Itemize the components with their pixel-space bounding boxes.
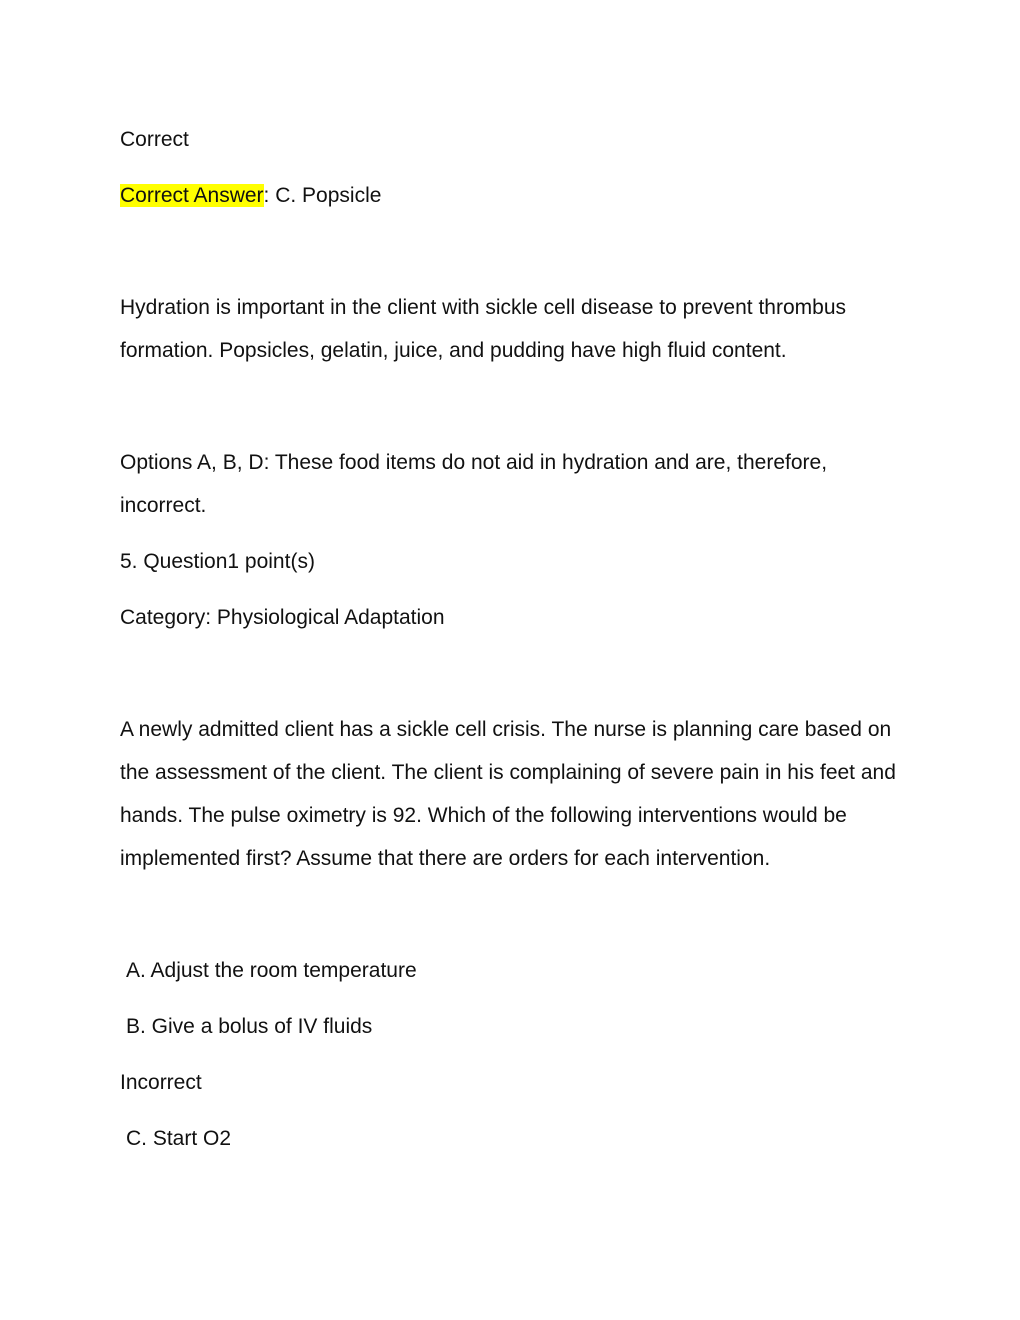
feedback-status-correct: Correct bbox=[120, 128, 189, 151]
correct-answer-line bbox=[120, 174, 910, 217]
option-a[interactable]: A. Adjust the room temperature bbox=[126, 959, 417, 982]
question-category: Category: Physiological Adaptation bbox=[120, 606, 445, 629]
correct-answer-text: : C. Popsicle bbox=[263, 184, 382, 207]
option-c[interactable]: C. Start O2 bbox=[126, 1127, 232, 1150]
rationale-text: Hydration is important in the client with sickle cell disease to prevent thrombus formation. Popsicles, gelatin, juice, and pudding have high fluid content. bbox=[120, 296, 846, 362]
question-header: 5. Question1 point(s) bbox=[120, 550, 315, 573]
option-b[interactable]: B. Give a bolus of IV fluids bbox=[126, 1015, 373, 1038]
document-page bbox=[120, 118, 910, 1173]
correct-answer-label: Correct Answer bbox=[120, 184, 264, 207]
feedback-status-incorrect: Incorrect bbox=[120, 1071, 202, 1094]
question-text: A newly admitted client has a sickle cell crisis. The nurse is planning care based on the assessment of the client. The client is complaining of severe pain in his feet and hands. The pulse oximetry is 92. Which of the following interventions would be implemented first? Assume that there are orders for each intervention. bbox=[120, 718, 896, 870]
options-rationale-text: Options A, B, D: These food items do not aid in hydration and are, therefore, incorrect. bbox=[120, 451, 828, 517]
